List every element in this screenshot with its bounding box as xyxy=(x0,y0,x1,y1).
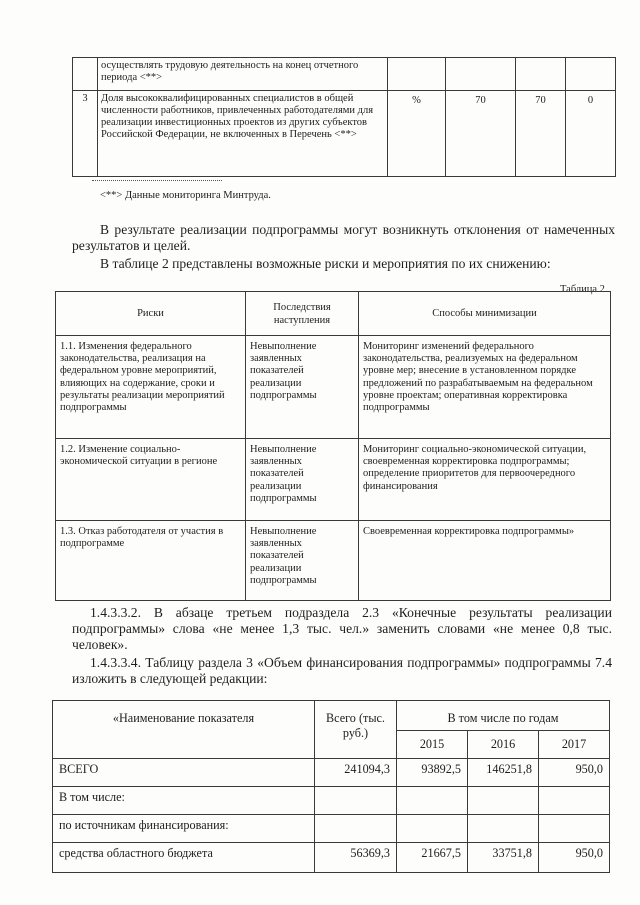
table-row xyxy=(53,815,610,843)
indicator-value: 0 xyxy=(566,91,616,177)
indicator-text: Доля высококвалифицированных специалистов в общей численности работников, привлеченных работодателями для реализации инвестиционных проектов из других субъектов Российской Федерации, не включенных в Перечень <**> xyxy=(98,91,388,177)
consequence-cell: Невыполнение заявленных показателей реализации подпрограммы xyxy=(246,439,359,521)
column-header: Способы минимизации xyxy=(359,292,611,336)
risk-cell: 1.1. Изменения федерального законодательства, реализация на федеральном уровне мероприятий, влияющих на содержание, сроки и результаты реализации мероприятий подпрограммы xyxy=(56,336,246,439)
table-row xyxy=(53,843,610,873)
table-row xyxy=(73,91,616,177)
amount-total xyxy=(315,787,397,815)
amount-year: 950,0 xyxy=(539,843,610,873)
method-cell: Мониторинг социально-экономической ситуации, своевременная корректировка подпрограммы; определение приоритетов для первоочередного финансирования xyxy=(359,439,611,521)
indicator-text: осуществлять трудовую деятельность на конец отчетного периода <**> xyxy=(98,58,388,91)
column-header: «Наименование показателя xyxy=(53,701,315,759)
amount-year: 33751,8 xyxy=(468,843,539,873)
table-row xyxy=(56,521,611,601)
method-cell: Мониторинг изменений федерального законодательства, реализуемых на федеральном уровне мер; внесение в установленном порядке предложений по разрабатываемым на федеральном уровне проектам; оперативная корректировка подпрограммы xyxy=(359,336,611,439)
financing-table xyxy=(52,700,610,873)
paragraph-amendment-1: 1.4.3.3.2. В абзаце третьем подраздела 2.3 «Конечные результаты реализации подпрограммы» слова «не менее 1,3 тыс. чел.» заменить словами «не менее 0,8 тыс. человек». xyxy=(72,605,612,652)
paragraph-deviations: В результате реализации подпрограммы могут возникнуть отклонения от намеченных результатов и целей. xyxy=(72,222,615,253)
paragraph-risks-intro: В таблице 2 представлены возможные риски и мероприятия по их снижению: xyxy=(100,256,551,271)
amount-year: 950,0 xyxy=(539,759,610,787)
table-row xyxy=(53,759,610,787)
column-header: Последствия наступления xyxy=(246,292,359,336)
year-header: 2016 xyxy=(468,731,539,759)
column-header: В том числе по годам xyxy=(397,701,610,731)
amount-year xyxy=(397,815,468,843)
indicator-name: ВСЕГО xyxy=(53,759,315,787)
amount-year xyxy=(539,815,610,843)
table-row xyxy=(73,58,616,91)
column-header: Риски xyxy=(56,292,246,336)
risks-table xyxy=(55,291,611,601)
table-row xyxy=(56,336,611,439)
amount-year: 93892,5 xyxy=(397,759,468,787)
footnote-divider xyxy=(92,180,222,181)
consequence-cell: Невыполнение заявленных показателей реализации подпрограммы xyxy=(246,521,359,601)
table-header-row xyxy=(56,292,611,336)
column-header: Всего (тыс. руб.) xyxy=(315,701,397,759)
amount-total: 241094,3 xyxy=(315,759,397,787)
year-header: 2015 xyxy=(397,731,468,759)
risk-cell: 1.2. Изменение социально-экономической ситуации в регионе xyxy=(56,439,246,521)
indicator-name: В том числе: xyxy=(53,787,315,815)
amount-year xyxy=(539,787,610,815)
amount-year: 146251,8 xyxy=(468,759,539,787)
risk-cell: 1.3. Отказ работодателя от участия в подпрограмме xyxy=(56,521,246,601)
amount-year xyxy=(397,787,468,815)
amount-year: 21667,5 xyxy=(397,843,468,873)
paragraph-amendment-2: 1.4.3.3.4. Таблицу раздела 3 «Объем финансирования подпрограммы» подпрограммы 7.4 изложить в следующей редакции: xyxy=(72,655,612,686)
consequence-cell: Невыполнение заявленных показателей реализации подпрограммы xyxy=(246,336,359,439)
amount-year xyxy=(468,815,539,843)
indicator-number xyxy=(73,58,98,91)
table-row xyxy=(53,787,610,815)
table-header-row xyxy=(53,701,610,731)
amount-year xyxy=(468,787,539,815)
table-caption: Таблица 2 xyxy=(560,284,605,295)
indicator-name: по источникам финансирования: xyxy=(53,815,315,843)
indicator-number: 3 xyxy=(73,91,98,177)
amount-total xyxy=(315,815,397,843)
footnote: <**> Данные мониторинга Минтруда. xyxy=(100,190,271,201)
indicator-unit: % xyxy=(388,91,446,177)
amount-total: 56369,3 xyxy=(315,843,397,873)
method-cell: Своевременная корректировка подпрограммы» xyxy=(359,521,611,601)
indicators-table xyxy=(72,57,616,177)
year-header: 2017 xyxy=(539,731,610,759)
indicator-value: 70 xyxy=(516,91,566,177)
indicator-name: средства областного бюджета xyxy=(53,843,315,873)
table-row xyxy=(56,439,611,521)
indicator-value: 70 xyxy=(446,91,516,177)
